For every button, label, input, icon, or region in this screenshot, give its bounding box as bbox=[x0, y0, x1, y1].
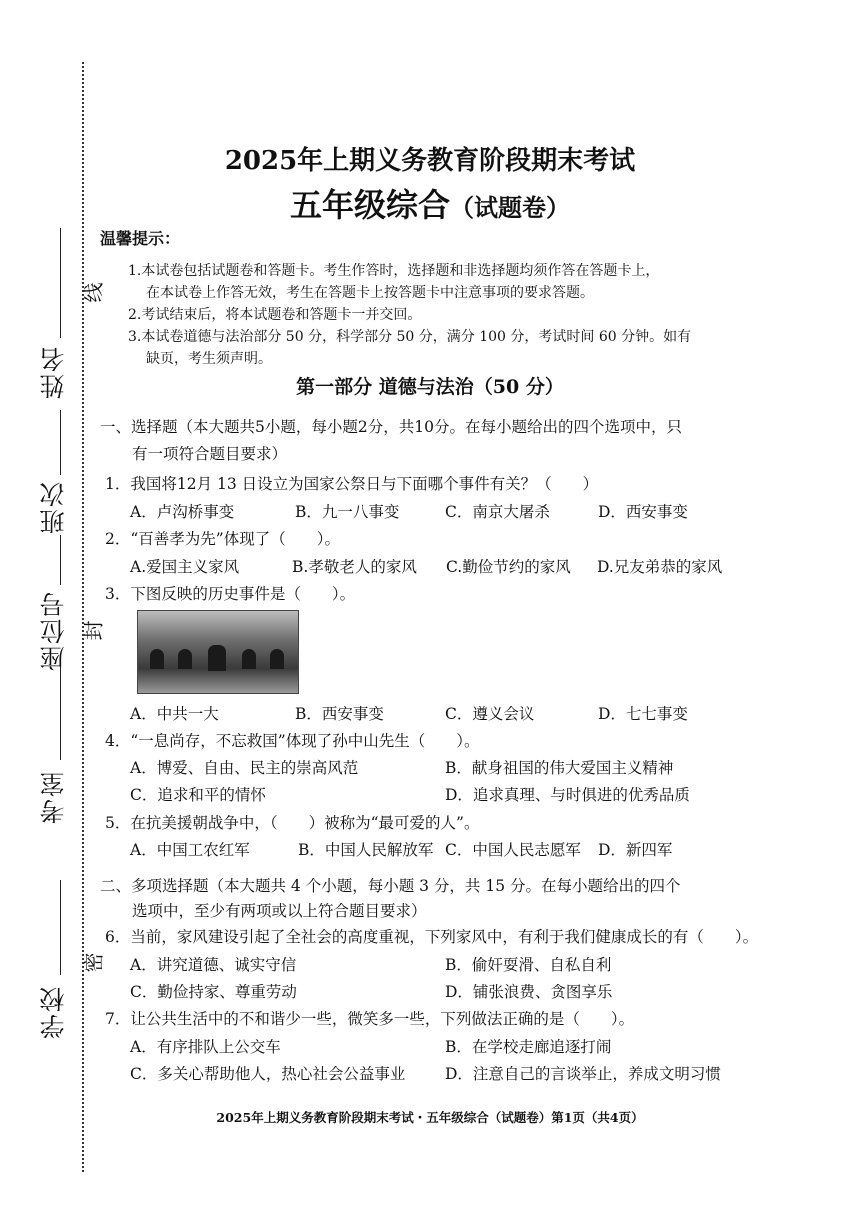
field-name-label: 姓名 bbox=[39, 345, 68, 399]
field-seat-label: 座位号 bbox=[39, 590, 68, 671]
field-seat-line[interactable] bbox=[60, 535, 61, 585]
field-class-line[interactable] bbox=[60, 410, 61, 475]
page-footer: 2025年上期义务教育阶段期末考试・五年级综合（试题卷）第1页（共4页） bbox=[216, 1110, 644, 1125]
field-class-label: 班次 bbox=[39, 480, 68, 534]
q3-option-b[interactable]: B．西安事变 bbox=[295, 705, 384, 723]
q2-option-b[interactable]: B.孝敬老人的家风 bbox=[292, 558, 417, 576]
question-7-stem: 7．让公共生活中的不和谐少一些，微笑多一些，下列做法正确的是（ ）。 bbox=[105, 1010, 635, 1028]
binding-dotted-line bbox=[82, 62, 84, 1172]
tip-2: 2.考试结束后，将本试题卷和答题卡一并交回。 bbox=[128, 307, 422, 323]
q5-option-d[interactable]: D．新四军 bbox=[598, 841, 673, 859]
tips-heading: 温馨提示： bbox=[100, 229, 181, 248]
field-school-line[interactable] bbox=[60, 880, 61, 975]
q7-option-a[interactable]: A．有序排队上公交车 bbox=[130, 1038, 281, 1056]
section1-heading: 一、选择题（本大题共5小题，每小题2分，共10分。在每小题给出的四个选项中，只 bbox=[100, 418, 682, 436]
q7-option-c[interactable]: C．多关心帮助他人，热心社会公益事业 bbox=[130, 1065, 406, 1083]
section2-heading-cont: 选项中，至少有两项或以上符合题目要求） bbox=[132, 902, 427, 920]
q7-option-b[interactable]: B．在学校走廊追逐打闹 bbox=[445, 1038, 612, 1056]
q3-option-a[interactable]: A．中共一大 bbox=[130, 705, 219, 723]
field-school-label: 学校 bbox=[39, 985, 68, 1039]
q1-option-b[interactable]: B．九一八事变 bbox=[295, 503, 400, 521]
tip-1: 1.本试卷包括试题卷和答题卡。考生作答时，选择题和非选择题均须作答在答题卡上， bbox=[128, 263, 660, 279]
q5-option-c[interactable]: C．中国人民志愿军 bbox=[445, 841, 581, 859]
part-heading: 第一部分 道德与法治（50 分） bbox=[296, 376, 564, 398]
q6-option-b[interactable]: B．偷奸耍滑、自私自利 bbox=[445, 956, 612, 974]
seal-mark-feng: 封 bbox=[81, 620, 106, 641]
question-6-stem: 6．当前，家风建设引起了全社会的高度重视，下列家风中，有利于我们健康成长的有（ ）。 bbox=[105, 928, 759, 946]
field-room-line[interactable] bbox=[60, 665, 61, 760]
historical-building-photo bbox=[137, 610, 299, 694]
question-3-stem: 3．下图反映的历史事件是（ ）。 bbox=[105, 585, 356, 603]
q6-option-c[interactable]: C．勤俭持家、尊重劳动 bbox=[130, 983, 297, 1001]
q4-option-c[interactable]: C．追求和平的情怀 bbox=[130, 786, 266, 804]
q1-option-a[interactable]: A．卢沟桥事变 bbox=[130, 503, 235, 521]
question-4-stem: 4．“一息尚存，不忘救国”体现了孙中山先生（ ）。 bbox=[105, 732, 480, 750]
question-5-stem: 5．在抗美援朝战争中，（ ）被称为“最可爱的人”。 bbox=[105, 814, 480, 832]
question-2-stem: 2．“百善孝为先”体现了（ ）。 bbox=[105, 530, 340, 548]
exam-title: 2025年上期义务教育阶段期末考试 bbox=[224, 146, 636, 176]
section1-heading-cont: 有一项符合题目要求） bbox=[132, 445, 288, 463]
section2-heading: 二、多项选择题（本大题共 4 个小题，每小题 3 分，共 15 分。在每小题给出的四个 bbox=[100, 877, 681, 895]
seal-mark-xian: 线 bbox=[81, 282, 106, 303]
question-1-stem: 1．我国将12月 13 日设立为国家公祭日与下面哪个事件有关？（ ） bbox=[105, 475, 599, 493]
subtitle-paren: （试题卷） bbox=[450, 193, 570, 222]
exam-subtitle bbox=[0, 180, 860, 226]
field-room-label: 考室 bbox=[39, 770, 68, 824]
q6-option-a[interactable]: A．讲究道德、诚实守信 bbox=[130, 956, 297, 974]
tip-1-cont: 在本试卷上作答无效，考生在答题卡上按答题卡中注意事项的要求答题。 bbox=[146, 285, 594, 301]
q6-option-d[interactable]: D．铺张浪费、贪图享乐 bbox=[445, 983, 613, 1001]
q1-option-c[interactable]: C．南京大屠杀 bbox=[445, 503, 550, 521]
q2-option-d[interactable]: D.兄友弟恭的家风 bbox=[597, 558, 723, 576]
tip-3: 3.本试卷道德与法治部分 50 分，科学部分 50 分，满分 100 分，考试时间 60 分钟。如有 bbox=[128, 329, 692, 345]
q4-option-d[interactable]: D．追求真理、与时俱进的优秀品质 bbox=[445, 786, 690, 804]
subtitle-main: 五年级综合 bbox=[289, 186, 450, 224]
q7-option-d[interactable]: D．注意自己的言谈举止，养成文明习惯 bbox=[445, 1065, 721, 1083]
q4-option-a[interactable]: A．博爱、自由、民主的崇高风范 bbox=[130, 759, 359, 777]
tip-3-cont: 缺页，考生须声明。 bbox=[146, 351, 272, 367]
q4-option-b[interactable]: B．献身祖国的伟大爱国主义精神 bbox=[445, 759, 674, 777]
q5-option-a[interactable]: A．中国工农红军 bbox=[130, 841, 250, 859]
q5-option-b[interactable]: B．中国人民解放军 bbox=[298, 841, 434, 859]
field-name-line[interactable] bbox=[60, 228, 61, 338]
seal-mark-mi: 密 bbox=[81, 952, 106, 973]
q2-option-a[interactable]: A.爱国主义家风 bbox=[130, 558, 240, 576]
q3-option-c[interactable]: C．遵义会议 bbox=[445, 705, 535, 723]
q1-option-d[interactable]: D．西安事变 bbox=[598, 503, 688, 521]
q2-option-c[interactable]: C.勤俭节约的家风 bbox=[446, 558, 571, 576]
q3-option-d[interactable]: D．七七事变 bbox=[598, 705, 688, 723]
